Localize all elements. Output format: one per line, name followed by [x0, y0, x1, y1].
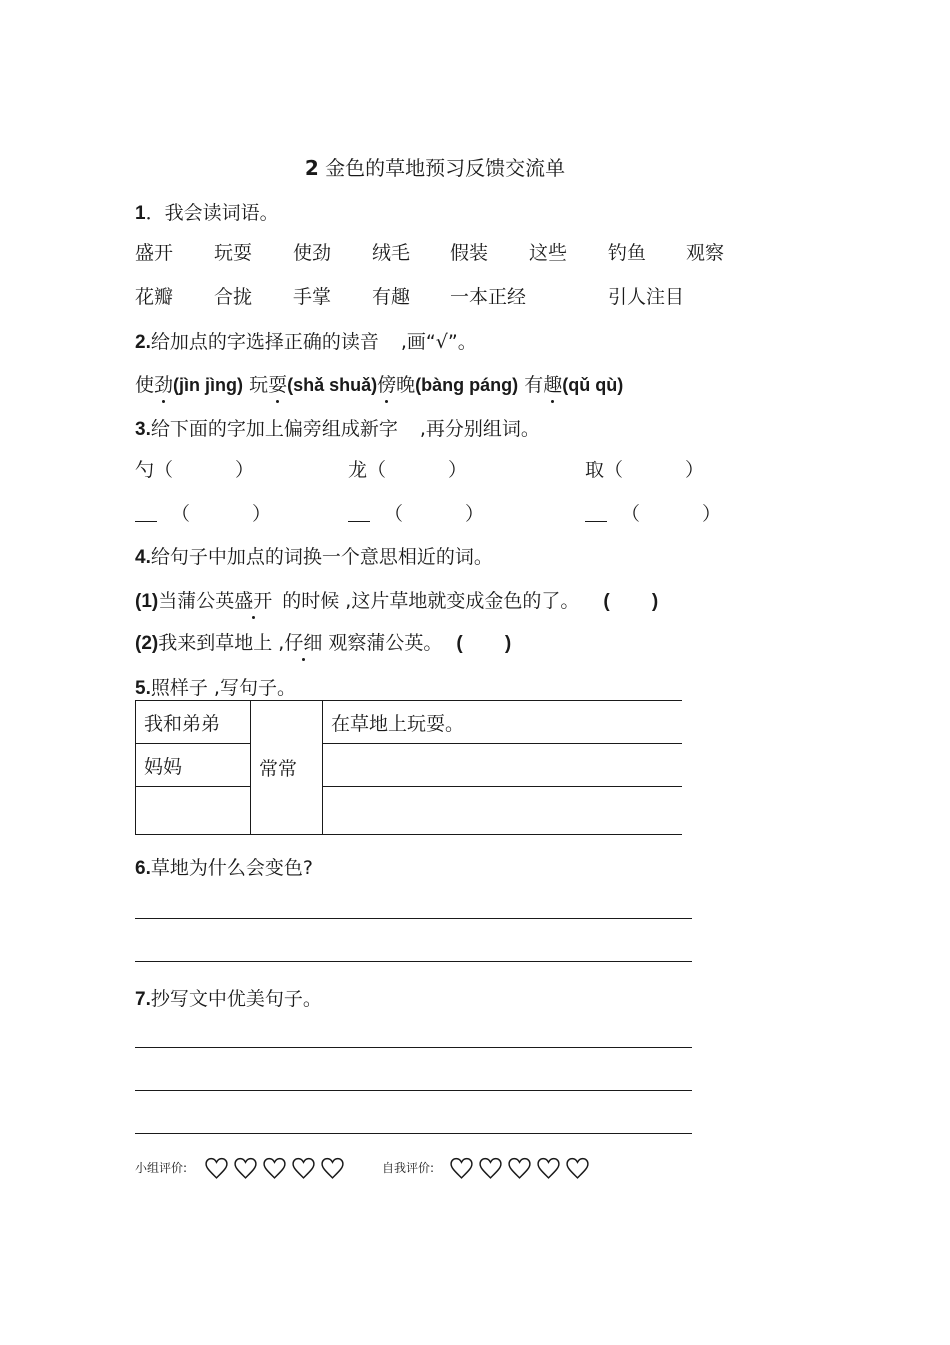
q6-answer-line-2[interactable] [135, 961, 692, 962]
question-6-number: 6. [135, 858, 151, 879]
q1-word-5: 假装 [450, 242, 489, 264]
table-cell-adverb: 常常 [251, 701, 323, 835]
q3-char-3: 取（ ） [585, 459, 705, 481]
table-cell-subject-2: 妈妈 [136, 744, 251, 787]
group-heart-icon[interactable] [291, 1156, 316, 1181]
q4-answer-2[interactable]: ( ) [456, 633, 512, 654]
q2-item-4: 有趣(qǔ qù) [524, 374, 623, 396]
q1-word-10: 合拢 [214, 286, 253, 308]
q1-word-4: 绒毛 [372, 242, 411, 264]
self-heart-icon[interactable] [565, 1156, 590, 1181]
page-title [0, 152, 870, 181]
table-cell-subject-3[interactable] [136, 787, 251, 835]
question-3-text-2: ,再分别组词。 [419, 418, 540, 440]
group-heart-icon[interactable] [204, 1156, 229, 1181]
self-eval-label: 自我评价: [382, 1161, 435, 1175]
question-3 [135, 414, 540, 441]
self-heart-icon[interactable] [507, 1156, 532, 1181]
group-heart-icon[interactable] [320, 1156, 345, 1181]
question-2 [135, 327, 477, 354]
question-2-number: 2. [135, 332, 151, 353]
q3-answer-2[interactable]: （ ） [348, 499, 484, 526]
q2-pinyin-row [135, 370, 623, 397]
question-1 [135, 198, 279, 225]
q4-sentence-2: (2)我来到草地上 ,仔细 观察蒲公英。 ( ) [135, 628, 511, 655]
sentence-table [135, 700, 682, 835]
table-cell-predicate-1: 在草地上玩耍。 [323, 701, 683, 744]
group-eval-label: 小组评价: [135, 1161, 188, 1175]
question-1-text: ．我会读词语。 [145, 202, 279, 224]
self-heart-icon[interactable] [478, 1156, 503, 1181]
group-eval-hearts [204, 1156, 345, 1181]
title-number: 2 [304, 156, 319, 180]
q1-word-2: 玩耍 [214, 242, 253, 264]
q4-answer-1[interactable]: ( ) [603, 591, 659, 612]
question-5-text: 照样子 ,写句子。 [150, 677, 296, 699]
q2-item-2: 玩耍(shǎ shuǎ) [249, 374, 377, 396]
question-6-text: 草地为什么会变色? [150, 857, 313, 879]
question-7 [135, 984, 322, 1011]
question-4-number: 4. [135, 547, 151, 568]
question-6 [135, 853, 313, 880]
q3-answer-3[interactable]: （ ） [585, 499, 721, 526]
table-cell-predicate-3[interactable] [323, 787, 683, 835]
table-cell-predicate-2[interactable] [323, 744, 683, 787]
question-7-text: 抄写文中优美句子。 [150, 988, 322, 1010]
table-cell-subject-1: 我和弟弟 [136, 701, 251, 744]
q1-word-3: 使劲 [293, 242, 332, 264]
question-4-text: 给句子中加点的词换一个意思相近的词。 [150, 546, 493, 568]
q2-item-1: 使劲(jìn jìng) [135, 374, 243, 396]
question-5 [135, 673, 296, 700]
question-2-text: 给加点的字选择正确的读音 [150, 331, 379, 353]
question-4 [135, 542, 493, 569]
self-heart-icon[interactable] [536, 1156, 561, 1181]
self-heart-icon[interactable] [449, 1156, 474, 1181]
group-heart-icon[interactable] [262, 1156, 287, 1181]
group-heart-icon[interactable] [233, 1156, 258, 1181]
question-3-number: 3. [135, 419, 151, 440]
q2-item-3: 傍晚(bàng páng) [377, 374, 518, 396]
q1-word-9: 花瓣 [135, 286, 174, 308]
q1-word-13: 一本正经 [450, 286, 527, 308]
q6-answer-line-1[interactable] [135, 918, 692, 919]
q1-word-12: 有趣 [372, 286, 411, 308]
question-1-number: 1 [135, 203, 146, 224]
q4-sentence-1: (1)当蒲公英盛开 的时候 ,这片草地就变成金色的了。 ( ) [135, 586, 658, 613]
q1-word-6: 这些 [529, 242, 568, 264]
q3-char-1: 勺（ ） [135, 459, 255, 481]
q7-answer-line-3[interactable] [135, 1133, 692, 1134]
q3-answer-1[interactable]: （ ） [135, 499, 271, 526]
q1-word-7: 钓鱼 [608, 242, 647, 264]
q1-word-8: 观察 [686, 242, 725, 264]
question-5-number: 5. [135, 678, 151, 699]
self-eval-hearts [449, 1156, 590, 1181]
title-text: 金色的草地预习反馈交流单 [325, 156, 566, 180]
q1-word-1: 盛开 [135, 242, 174, 264]
question-7-number: 7. [135, 989, 151, 1010]
q1-word-14: 引人注目 [608, 286, 685, 308]
q3-char-2: 龙（ ） [348, 459, 468, 481]
q1-word-11: 手掌 [293, 286, 332, 308]
q7-answer-line-2[interactable] [135, 1090, 692, 1091]
question-2-text-2: ,画“√”。 [400, 331, 477, 353]
q7-answer-line-1[interactable] [135, 1047, 692, 1048]
question-3-text: 给下面的字加上偏旁组成新字 [150, 418, 398, 440]
